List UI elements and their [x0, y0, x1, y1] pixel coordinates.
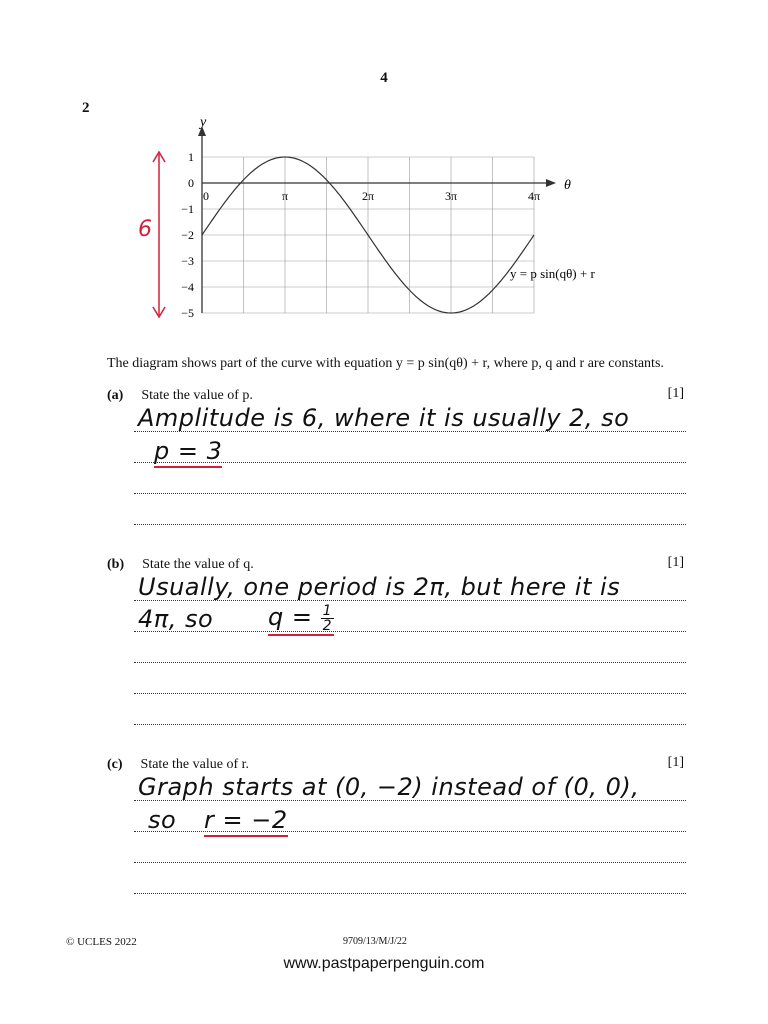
y-tick-label: 1	[188, 150, 194, 164]
y-tick-label: −3	[181, 254, 194, 268]
x-axis-label: θ	[564, 178, 571, 193]
part-a-label: (a)	[107, 388, 124, 403]
answer-line	[134, 724, 686, 725]
part-b-marks: [1]	[667, 555, 684, 570]
x-tick-label: 4π	[527, 189, 541, 203]
y-tick-label: −5	[181, 306, 194, 320]
paper-code: 9709/13/M/J/22	[343, 936, 407, 947]
x-tick-label: 3π	[444, 189, 458, 203]
fraction-numerator: 1	[322, 602, 333, 619]
part-b-answer-prefix: q =	[268, 603, 321, 631]
fraction-denominator: 2	[322, 617, 333, 634]
part-a-marks: [1]	[667, 386, 684, 401]
answer-line	[134, 693, 686, 694]
answer-line	[134, 524, 686, 525]
part-a-heading	[107, 386, 253, 404]
answer-line	[134, 631, 686, 632]
red-annotation	[138, 152, 165, 317]
y-tick-label: −2	[181, 228, 194, 242]
part-a-answer-final: p = 3	[154, 437, 222, 468]
part-b-label: (b)	[107, 557, 125, 572]
page-number: 4	[380, 70, 388, 86]
y-tick-label: −4	[181, 280, 194, 294]
part-b-answer-final	[268, 603, 334, 636]
x-tick-label: π	[281, 189, 289, 203]
part-c-text: State the value of r.	[140, 757, 250, 772]
part-c-label: (c)	[107, 757, 123, 772]
answer-line	[134, 662, 686, 663]
question-stem: The diagram shows part of the curve with equation y = p sin(qθ) + r, where p, q and r are constants.	[107, 356, 664, 371]
x-tick-labels	[203, 189, 540, 203]
x-tick-label: 0	[203, 189, 209, 203]
question-number: 2	[82, 100, 90, 116]
copyright: © UCLES 2022	[66, 936, 137, 948]
website-watermark: www.pastpaperpenguin.com	[283, 955, 485, 972]
fraction-one-half	[321, 604, 334, 633]
answer-line	[134, 862, 686, 863]
part-b-answer-line-2: 4π, so	[138, 605, 214, 633]
part-c-heading	[107, 755, 249, 773]
y-axis-label: y	[200, 115, 207, 130]
part-c-answer-line-2: so	[148, 806, 177, 834]
part-b-answer-line-1: Usually, one period is 2π, but here it is	[138, 573, 621, 601]
y-tick-label: 0	[188, 176, 194, 190]
part-b-heading	[107, 555, 254, 573]
part-a-answer-line-1: Amplitude is 6, where it is usually 2, so	[138, 404, 630, 432]
x-axis-arrow	[546, 179, 556, 187]
answer-line	[134, 893, 686, 894]
curve-label: y = p sin(qθ) + r	[510, 266, 595, 281]
part-c-answer-line-1: Graph starts at (0, −2) instead of (0, 0),	[138, 773, 640, 801]
part-b-text: State the value of q.	[142, 557, 254, 572]
graph-axes	[198, 126, 556, 313]
x-tick-label: 2π	[361, 189, 375, 203]
red-annotation-text: 6	[138, 217, 152, 242]
sine-graph	[130, 112, 630, 324]
part-a-text: State the value of p.	[141, 388, 253, 403]
part-c-answer-final: r = −2	[204, 806, 288, 837]
answer-line	[134, 493, 686, 494]
y-tick-labels	[181, 150, 194, 320]
part-c-marks: [1]	[667, 755, 684, 770]
y-tick-label: −1	[181, 202, 194, 216]
